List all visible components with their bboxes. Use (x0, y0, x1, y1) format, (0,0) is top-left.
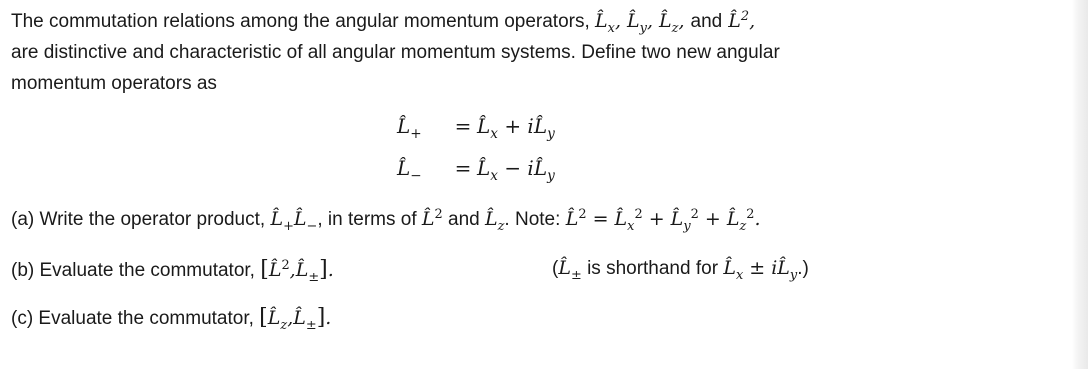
part-b-commutator: $[L̂^2,L̂_\pm]$. (260, 257, 334, 285)
part-a-note-formula: L̂$^2$ = $L̂_x^2$ + $L̂_y^2$ + $L̂_z^2$. (565, 206, 761, 234)
page-edge-shadow (1072, 0, 1088, 369)
intro-line-1-text: The commutation relations among the angular momentum operators, (11, 11, 590, 32)
intro-line-3: momentum operators as (11, 73, 217, 94)
note-l-pm: $L̂_\pm$ (558, 257, 582, 283)
part-a-text4: . Note: (504, 209, 561, 230)
eq-rhs-plus: $L̂_x$ + $iL̂_y$ (477, 114, 555, 142)
part-a-text1: (a) Write the operator product, (11, 209, 266, 230)
part-a (11, 206, 761, 234)
equation-l-minus (397, 156, 555, 184)
intro-line-1 (11, 6, 1071, 37)
note-open: ( (552, 258, 559, 279)
part-c-text: (c) Evaluate the commutator, (11, 308, 254, 329)
operators-list: $L̂_x$, $L̂_y$, $L̂_z$, and L̂$^2$, (595, 8, 756, 36)
eq-lhs-minus: $L̂_-$ (397, 156, 422, 184)
intro-line-2: are distinctive and characteristic of all angular momentum systems. Define two new angular (11, 42, 780, 63)
note-close: .) (797, 258, 809, 279)
part-b-text: (b) Evaluate the commutator, (11, 260, 255, 281)
note-mid: is shorthand for (587, 258, 719, 279)
eq-equals: = (454, 156, 472, 180)
part-b (11, 257, 334, 285)
part-a-product: $L̂_+L̂_-$ (270, 208, 318, 234)
eq-equals: = (454, 114, 472, 138)
part-c-commutator: $[L̂_z,L̂_\pm]$. (259, 305, 332, 333)
part-a-l-squared: L̂$^2$ (421, 206, 443, 230)
equation-l-plus (397, 114, 555, 142)
eq-lhs-plus: $L̂_+$ (397, 114, 422, 142)
part-a-text2: , in terms of (317, 209, 417, 230)
part-c (11, 305, 332, 333)
intro-paragraph (11, 6, 1071, 99)
part-a-lz: $L̂_z$ (484, 208, 505, 234)
part-b-note (552, 257, 809, 283)
note-formula: $L̂_x$ ± $iL̂_y$ (723, 257, 798, 283)
eq-rhs-minus: $L̂_x$ − $iL̂_y$ (477, 156, 555, 184)
part-a-text3: and (448, 209, 480, 230)
